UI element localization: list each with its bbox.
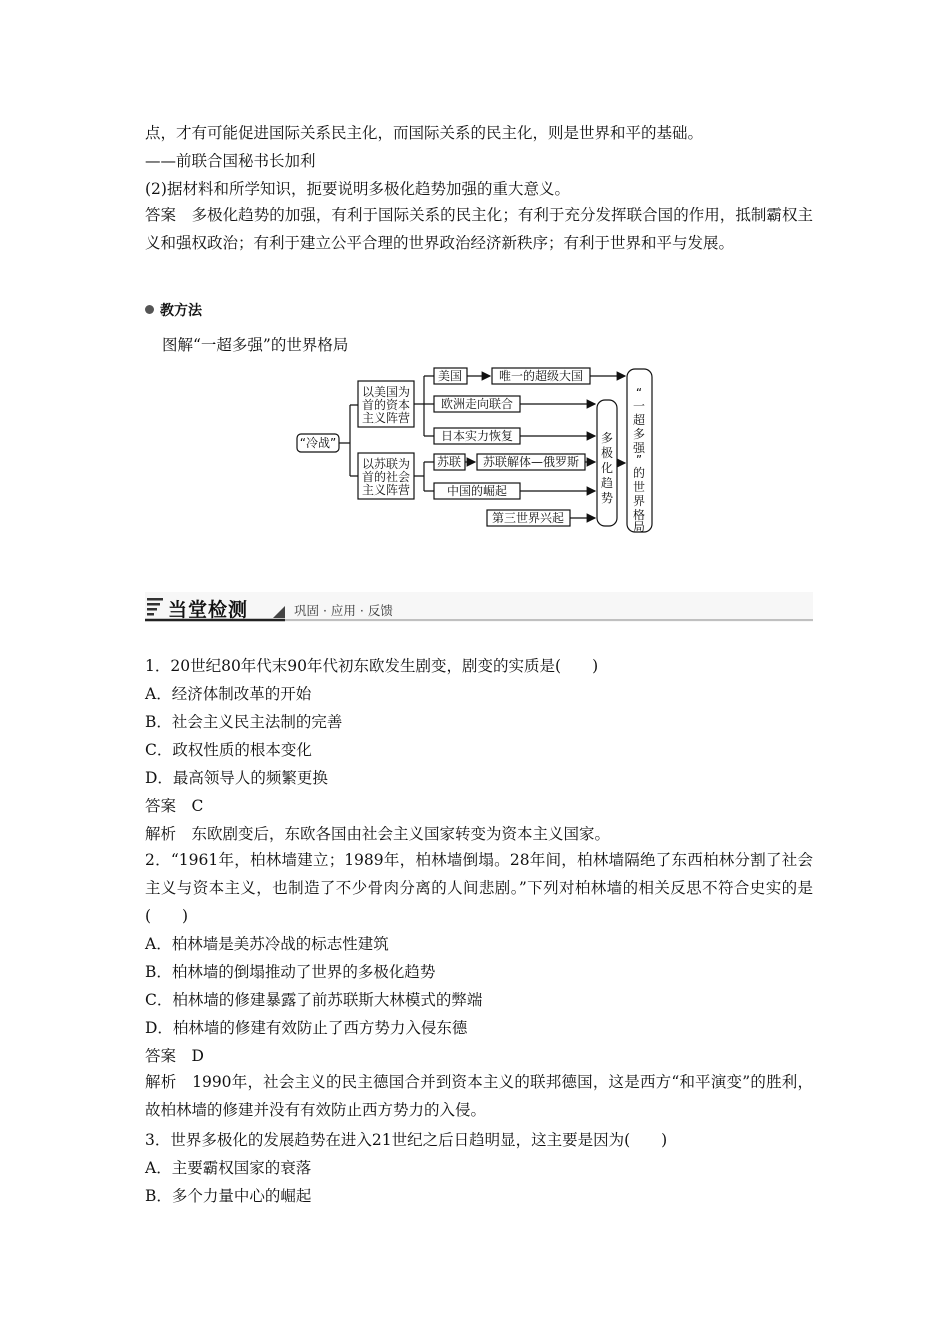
q2-answer: 答案 D <box>145 1047 204 1065</box>
section-title: 当堂检测 <box>168 599 249 621</box>
diagram-title: 图解“一超多强”的世界格局 <box>162 336 349 354</box>
soviet-camp-line3: 主义阵营 <box>361 483 411 497</box>
pattern-char: 一 <box>632 399 646 413</box>
ussr-collapse-label: 苏联解体—俄罗斯 <box>482 455 580 469</box>
multipolar-char: 极 <box>600 446 614 460</box>
q2-analysis: 解析 1990年，社会主义的民主德国合并到资本主义的联邦德国，这是西方“和平演变”的胜利，故柏林墙的修建并没有有效防止西方势力的入侵。 <box>145 1073 813 1119</box>
q1-analysis: 解析 东欧剧变后，东欧各国由社会主义国家转变为资本主义国家。 <box>145 825 611 843</box>
q2-option-d: D．柏林墙的修建有效防止了西方势力入侵东德 <box>145 1019 468 1037</box>
q1-option-c: C．政权性质的根本变化 <box>145 741 312 759</box>
soviet-camp-line1: 以苏联为 <box>361 457 411 471</box>
pattern-char: 界 <box>632 494 646 508</box>
q3-option-a: A．主要霸权国家的衰落 <box>145 1159 312 1177</box>
method-heading-label: 教方法 <box>160 303 202 319</box>
section-subtitle: 巩固 · 应用 · 反馈 <box>294 603 393 618</box>
usa-label: 美国 <box>437 369 463 383</box>
q3-stem: 3．世界多极化的发展趋势在进入21世纪之后日趋明显，这主要是因为( ) <box>145 1131 668 1149</box>
q1-stem: 1．20世纪80年代末90年代初东欧发生剧变，剧变的实质是( ) <box>145 657 599 675</box>
pattern-char: 格 <box>632 508 646 522</box>
pattern-char: 局 <box>632 520 646 534</box>
japan-label: 日本实力恢复 <box>440 429 514 443</box>
cold-war-label: “冷战” <box>299 436 337 450</box>
multipolar-char: 趋 <box>600 476 614 490</box>
q1-option-a: A．经济体制改革的开始 <box>145 685 312 703</box>
q2-option-b: B．柏林墙的倒塌推动了世界的多极化趋势 <box>145 963 436 981</box>
stripe-icon <box>147 598 163 601</box>
soviet-camp-line2: 首的社会 <box>361 470 411 484</box>
multipolar-char: 势 <box>600 491 614 505</box>
q2-stem: 2．“1961年，柏林墙建立；1989年，柏林墙倒塌。28年间，柏林墙隔绝了东西柏林分割了社会主义与资本主义，也制造了不少骨肉分离的人间悲剧。”下列对柏林墙的相关反思不符合史实的是( ) <box>145 851 813 925</box>
pattern-char: ” <box>635 453 643 467</box>
q1-option-b: B．社会主义民主法制的完善 <box>145 713 343 731</box>
quote-attribution: ——前联合国秘书长加利 <box>145 152 316 170</box>
q2-option-c: C．柏林墙的修建暴露了前苏联斯大林模式的弊端 <box>145 991 483 1009</box>
third-world-label: 第三世界兴起 <box>491 511 565 525</box>
answer-paragraph: 答案 多极化趋势的加强，有利于国际关系的民主化；有利于充分发挥联合国的作用，抵制霸权主义和强权政治；有利于建立公平合理的世界政治经济新秩序；有利于世界和平与发展。 <box>145 206 813 252</box>
pattern-char: 的 <box>632 466 646 480</box>
superpower-label: 唯一的超级大国 <box>498 369 584 383</box>
pattern-char: 强 <box>632 441 646 455</box>
us-camp-line2: 首的资本 <box>361 398 411 412</box>
multipolar-char: 多 <box>600 431 614 445</box>
intro-text-line: 点，才有可能促进国际关系民主化，而国际关系的民主化，则是世界和平的基础。 <box>145 124 704 142</box>
question-2-text: (2)据材料和所学知识，扼要说明多极化趋势加强的重大意义。 <box>145 180 570 198</box>
china-label: 中国的崛起 <box>446 484 508 498</box>
multipolar-char: 化 <box>600 461 614 475</box>
world-pattern-diagram <box>0 0 950 560</box>
q2-option-a: A．柏林墙是美苏冷战的标志性建筑 <box>145 935 389 953</box>
pattern-char: “ <box>635 386 643 400</box>
pattern-char: 多 <box>632 427 646 441</box>
q1-option-d: D．最高领导人的频繁更换 <box>145 769 328 787</box>
pattern-char: 世 <box>632 480 646 494</box>
us-camp-line1: 以美国为 <box>361 385 411 399</box>
ussr-label: 苏联 <box>436 455 462 469</box>
q1-answer: 答案 C <box>145 797 204 815</box>
us-camp-line3: 主义阵营 <box>361 411 411 425</box>
pattern-char: 超 <box>632 413 646 427</box>
q3-option-b: B．多个力量中心的崛起 <box>145 1187 312 1205</box>
europe-label: 欧洲走向联合 <box>440 397 514 411</box>
